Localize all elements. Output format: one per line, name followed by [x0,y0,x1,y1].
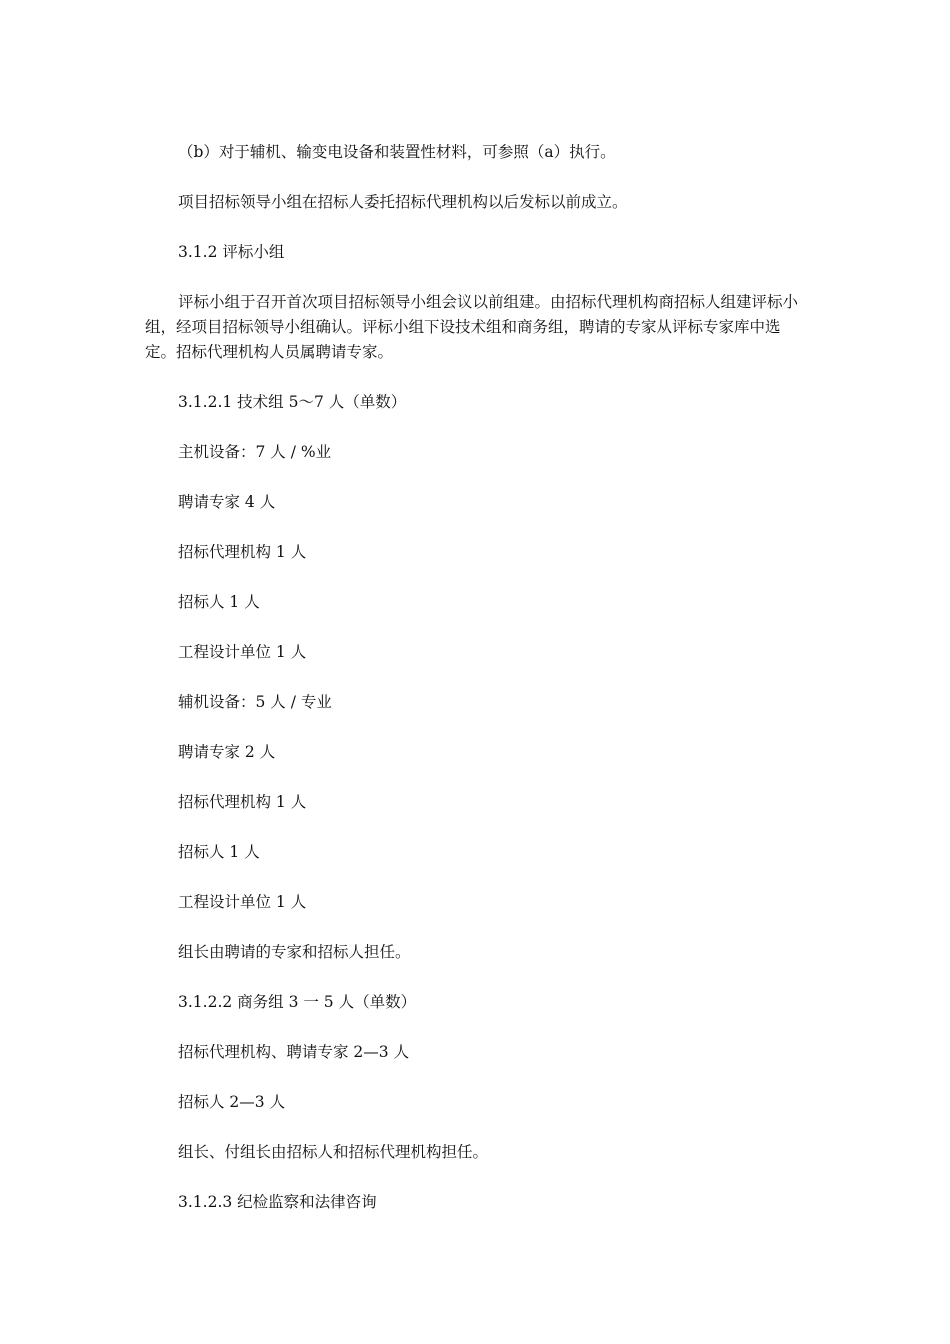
section-heading-discipline-legal: 3.1.2.3 纪检监察和法律咨询 [178,1193,377,1211]
list-item-main-equipment: 主机设备：7 人 / %业 [178,443,332,461]
list-item-design-unit: 工程设计单位 1 人 [178,643,307,661]
paragraph-commercial-leader: 组长、付组长由招标人和招标代理机构担任。 [178,1143,489,1161]
list-item-experts: 聘请专家 4 人 [178,493,276,511]
list-item-design-unit: 工程设计单位 1 人 [178,893,307,911]
list-item-agency: 招标代理机构 1 人 [178,793,307,811]
list-item-experts: 聘请专家 2 人 [178,743,276,761]
paragraph-leading-group: 项目招标领导小组在招标人委托招标代理机构以后发标以前成立。 [178,193,628,211]
list-item-agency-experts: 招标代理机构、聘请专家 2—3 人 [178,1043,410,1061]
list-item-tenderee: 招标人 1 人 [178,843,260,861]
section-heading-technical-group: 3.1.2.1 技术组 5～7 人（单数） [178,393,407,411]
paragraph-auxiliary-equipment: （b）对于辅机、输变电设备和装置性材料，可参照（a）执行。 [178,143,616,161]
list-item-tenderee: 招标人 2—3 人 [178,1093,286,1111]
paragraph-technical-leader: 组长由聘请的专家和招标人担任。 [178,943,411,961]
section-heading-evaluation-group: 3.1.2 评标小组 [178,243,285,261]
list-item-agency: 招标代理机构 1 人 [178,543,307,561]
list-item-auxiliary-equipment: 辅机设备：5 人 / 专业 [178,693,332,711]
paragraph-evaluation-group: 评标小组于召开首次项目招标领导小组会议以前组建。由招标代理机构商招标人组建评标小组，经项目招标领导小组确认。评标小组下设技术组和商务组，聘请的专家从评标专家库中选定。招标代理机构人员属聘请专家。 [145,293,799,361]
section-heading-commercial-group: 3.1.2.2 商务组 3 一 5 人（单数） [178,993,417,1011]
list-item-tenderee: 招标人 1 人 [178,593,260,611]
